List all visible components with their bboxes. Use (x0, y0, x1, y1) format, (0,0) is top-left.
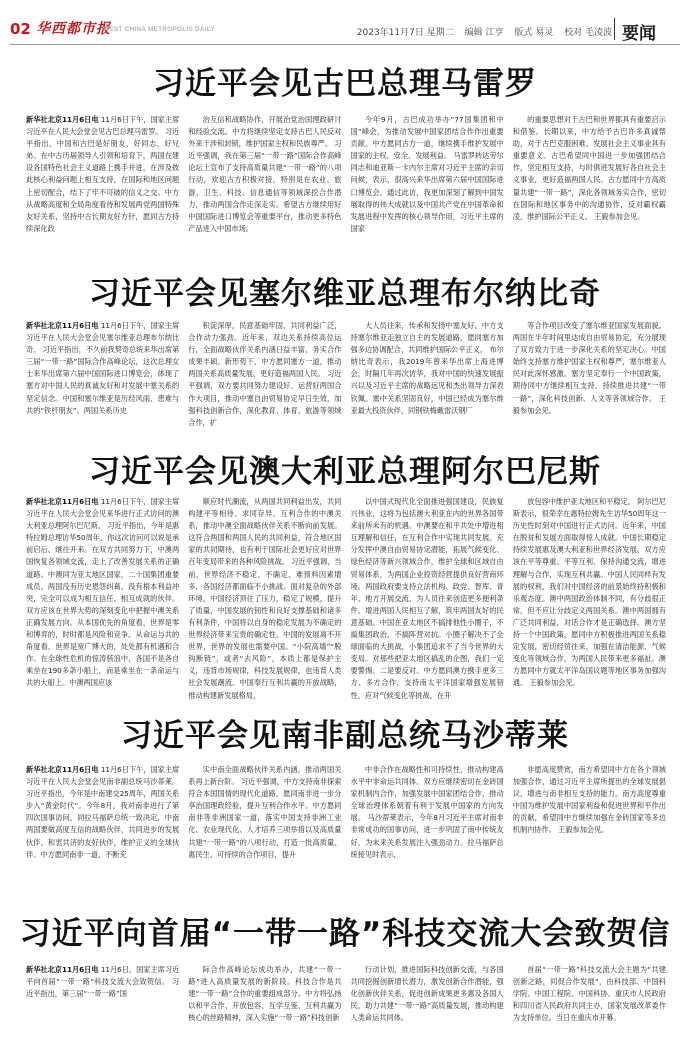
paper-name-english: WEST CHINA METROPOLIS DAILY (103, 26, 215, 33)
issue-meta (349, 25, 612, 38)
dateline: 新华社北京11月6日电 (26, 497, 99, 506)
article-column: 治互信和战略协作，开展治党治国理政研讨和经验交流。中方将继续坚定支持古巴人民反对外来干涉和封锁，维护国家主权和民族尊严。 习近平强调，我在第三届“一带一路”国际合作高峰论坛上宣布了支持高质量共建“一带一路”的八项行动，欢迎古方积极对接，特别是在农业、旅游、卫生、科技、信息通信等领域深挖合作潜力，推动两国合作走深走实。希望古方继续用好中国国际进口博览会等重要平台，推动更多特色产品进入中国市场。 (188, 115, 342, 233)
masthead-rule (10, 44, 680, 45)
article-column: 等合作项目改变了塞尔维亚国家发展面貌。两国在半年时间里达成自由贸易协定，充分展现了双方致力于进一步深化关系的坚定决心。中国始终支持塞方维护国家主权和尊严，塞尔维亚人民对此深怀感激。塞方坚定奉行一个中国政策，期待同中方继续相互支持，持续推进共建“一带一路”，深化科技创新、人文等各领域合作。 王毅参加会见。 (512, 321, 666, 415)
headline-south-africa: 习近平会见南非副总统马沙蒂莱 (121, 718, 569, 754)
article-column: 新华社北京11月6日电 11月6日下午，国家主席习近平在人民大会堂会见南非副总统马沙蒂莱。 习近平指出，今年是中南建交25周年，两国关系步入“黄金时代”。今年8月，我对南非进行了第四次国事访问，同拉马福萨总统一致决定，中南两国要做高度互信的战略伙伴，共同进步的发展伙伴，和衷共济的友好伙伴，维护正义的全球伙伴。中方愿同南非一道，不断充 (26, 765, 180, 859)
dateline: 新华社北京11月6日电 (26, 965, 99, 974)
article-column: 际合作高峰论坛成功举办，共建“一带一路”进入高质量发展的新阶段。科技合作是共建“一带一路”合作的重要组成部分。中方将弘扬以和平合作、开放包容、互学互鉴、互利共赢为核心的丝路精神，深入实施“一带一路”科技创新 (188, 965, 342, 1023)
page-number: 02 (10, 20, 31, 38)
editor-credit: 编辑 江亨 (464, 28, 504, 38)
issue-date: 2023年11月7日 星期二 (356, 28, 454, 38)
dateline: 新华社北京11月6日电 (26, 321, 99, 330)
article-column: 今年9月，古巴成功举办“77国集团和中国”峰会，为推动发展中国家团结合作作出重要贡献。中方愿同古方一道，继续携手维护发展中国家的主权、安全、发展利益。 马雷罗转达劳尔同志和迪亚斯－卡内尔主席对习近平主席的亲切问候，表示，很高兴来华出席第六届中国国际进口博览会。通过此访，我更加深刻了解到中国发展取得的伟大成就以及中国共产党在中国革命和发展进程中发挥的核心领导作用，习近平主席的国家 (350, 115, 504, 233)
headline-cuba: 习近平会见古巴总理马雷罗 (153, 66, 537, 102)
article-column: 放包容中维护亚太地区和平稳定。 阿尔巴尼斯表示，很荣幸在惠特拉姆先生访华50周年这一历史性时刻对中国进行正式访问。近年来，中国在脱贫和发展方面取得惊人成就。中国长期稳定持续发展惠及澳大利亚和世界经济发展，双方应该在平等尊重、平等互利、保持沟通交流，增进理解与合作，实现互利共赢。中国人民同样有发展的权利，我们对中国经济的前景始终持积极和乐观态度。澳中两国政治体制不同，有分歧很正常，但不应让分歧定义两国关系。澳中两国拥有广泛共同利益，对话合作才是正确选择。澳方坚持一个中国政策，愿同中方积极推进两国关系稳定发展，密切经贸往来，加强在清洁能源、气候变化等领域合作，为两国人民带来更多福祉。澳方愿同中方就太平洋岛国议题等地区事务加强沟通。 王毅参加会见。 (512, 497, 666, 688)
article-cuba (26, 114, 666, 291)
article-column: 新华社北京11月6日电 11月6日下午，国家主席习近平在人民大会堂会见来华进行正式访问的澳大利亚总理阿尔巴尼斯。 习近平指出，今年是惠特拉姆总理访华50周年，你这次访问可以说是承前启后、继往开来。在双方共同努力下，中澳两国恢复各领域交流，走上了改善发展关系的正确道路。中澳同为亚太地区国家，二十国集团重要成员，两国没有历史恩怨纠葛，没有根本利益冲突，完全可以成为相互信任、相互成就的伙伴。双方应该在世界大势的深刻变化中把握中澳关系正确发展方向。从本国优先的角度看，世界是零和博弈的，时时都是风险和竞争。从命运与共的角度看，世界是宽广博大的，处处都有机遇和合作。在全球性危机的惊涛骇浪中，各国不是各自乘坐在190多条小船上，而是乘坐在一条命运与共的大船上。中澳两国应该 (26, 497, 180, 688)
article-column: 首届“一带一路”科技交流大会主题为“共建创新之路，同促合作发展”，由科技部、中国科学院、中国工程院、中国科协、重庆市人民政府和四川省人民政府共同主办，国家发展改革委作为支持单位，当日在重庆市开幕。 (512, 965, 666, 1023)
article-serbia (26, 320, 666, 444)
dateline: 新华社北京11月6日电 (26, 115, 99, 124)
designer-credit: 版式 易灵 (514, 28, 554, 38)
article-column: 非愿高度赞赏，南方希望同中方在各个领域加强合作，通过习近平主席所提出的全球发展倡议，增进与南非相互支持的能力。南方高度尊重中国为维护发展中国家利益和促进世界和平作出的贡献，希望同中方继续加强在金砖国家等多边机制内协作。 王毅参加会见。 (512, 765, 666, 835)
article-column: 积淀深厚，民意基础牢固，共同利益广泛，合作动力强劲。近年来，双边关系持续高位运行，全面战略伙伴关系内涵日益丰富，务实合作成果丰硕。新形势下，中方愿同塞方一道，推动两国关系高质量发展，更好造福两国人民。 习近平强调，双方要共同努力建设好、运营好两国合作大项目，推动中塞自由贸易协定早日生效，加强科技创新合作，深化教育、体育、旅游等领域合作，扩 (188, 321, 342, 427)
article-column: 新华社北京11月6日电 11月6日下午，国家主席习近平在人民大会堂会见古巴总理马雷罗。 习近平指出，中国和古巴是好朋友、好同志、好兄弟。在中古历届领导人引领和培育下，两国在建设各国特色社会主义道路上携手并进，在涉及彼此核心利益问题上相互支持，在国际和地区问题上密切配合，结下了牢不可破的信义之交。中方从战略高度和全局角度看待和发展两党两国特殊友好关系，坚持中古长期友好方针，愿同古方持续深化政 (26, 115, 180, 233)
headline-science-conference: 习近平向首届“一带一路”科技交流大会致贺信 (19, 916, 671, 952)
masthead-divider (614, 18, 615, 40)
article-column: 实中南全面战略伙伴关系内涵，推动两国关系再上新台阶。 习近平强调，中方支持南非探索符合本国国情的现代化道路，愿同南非进一步分享治国理政经验，提升互利合作水平。中方愿同南非等非洲国家一道，落实中国支持非洲工业化、农业现代化、人才培养三项举措以及高质量共建“一带一路”的八项行动，打造一批高质量、惠民生、可持续的合作项目，提升 (188, 765, 342, 859)
article-science-conference (26, 964, 666, 1046)
proofreader-credit: 校对 毛凌波 (564, 28, 612, 38)
section-label: 要闻 (622, 24, 656, 44)
article-column: 的重要思想对于古巴和世界都具有重要启示和借鉴。长期以来，中方给予古巴许多真诚帮助，对于古巴克服困难、发展社会主义事业具有重要意义。古巴希望同中国进一步加强团结合作，坚定相互支持，与时俱进发展好各自社会主义事业，更好造福两国人民。古方愿同中方高质量共建“一带一路”，深化各领域务实合作，密切在国际和地区事务中的沟通协作，反对霸权霸凌，维护国际公平正义。 王毅参加会见。 (512, 115, 666, 221)
article-column: 行动计划，推进国际科技创新交流，与各国共同挖掘创新增长潜力，激发创新合作潜能，强化创新伙伴关系，促进创新成果更多惠及各国人民，助力共建“一带一路”高质量发展，推动构建人类命运共同体。 (350, 965, 504, 1023)
paper-logo: 华西都市报 (36, 21, 111, 37)
article-column: 顺应时代潮流，从两国共同利益出发，共同构建平等相待、求同存异、互利合作的中澳关系，推动中澳全面战略伙伴关系不断向前发展。这符合两国和两国人民的共同利益，符合地区国家的共同期待，也有利于国际社会更好应对世界百年变局带来的各种风险挑战。 习近平强调，当前，世界经济不稳定、不确定、难预料因素增多，各国经济都面临不小挑战。面对复杂的外部环境，中国经济顶住了压力，稳定了规模，提升了质量，中国发展的韧性和良好支撑基础和诸多有利条件，中国将以自身的稳定发展为不确定的世界经济带来宝贵的确定性。中国的发展离不开世界，世界的发展也需要中国。“小院高墙”“脱钩断链”，或者“去风险”，本质上都是保护主义，违背市场规律，科技发展规律，也违背人类社会发展潮流。中国奉行互利共赢的开放战略，推动构建新发展格局， (188, 497, 342, 700)
headline-serbia: 习近平会见塞尔维亚总理布尔纳比奇 (89, 276, 601, 312)
article-south-africa (26, 764, 666, 904)
masthead (0, 0, 690, 44)
article-column: 大人员往来，传承和发扬中塞友好。中方支持塞尔维亚走独立自主的发展道路，愿同塞方加强多边协调配合，共同维护国际公平正义。 布尔纳比奇表示，我2019年曾来华出席上海进博会，时隔几年再次访华，我对中国的快速发展振兴以及习近平主席的战略远见和杰出领导力深表钦佩。塞中关系坚固良好，中国已经成为塞尔维亚最大投资伙伴，同钢铁梅戴雷沃钢厂 (350, 321, 504, 415)
dateline: 新华社北京11月6日电 (26, 765, 99, 774)
article-column: 中非合作在战略性和可持续性，推动构建高水平中非命运共同体。双方应继续密切在金砖国家机制内合作，加强发展中国家团结合作，推动全球治理体系朝着有利于发展中国家的方向发展。 马沙蒂莱表示，今年8月习近平主席对南非非常成功的国事访问，进一步巩固了南中传统友好，为未来关系发展注入强劲动力。拉马福萨总统接见时表示， (350, 765, 504, 859)
article-column: 新华社北京11月6日电 11月6日下午，国家主席习近平在人民大会堂会见塞尔维亚总理布尔纳比奇。 习近平指出，不久前我契奇总统来华出席第三届“一带一路”国际合作高峰论坛，这次总理女士来华出席第六届中国国际进口博览会，体现了塞方对中国人民的真诚友好和对发展中塞关系的坚定信念。中国和塞尔维亚是历经风雨、患难与共的“铁杆朋友”。两国关系历史 (26, 321, 180, 415)
article-column: 以中国式现代化全面推进强国建设，民族复兴伟业，这将为包括澳大利亚在内的世界各国带来前所未有的机遇。中澳要在和平共处中增进相互理解和信任，在互利合作中实现共同发展。充分发挥中澳自由贸易协定潜能，拓展气候变化、绿色经济等新兴领域合作，维护全球和区域自由贸易体系，为两国企业投资经营提供良好营商环境。两国政府要支持立法机构、政党、智库、青年、地方开展交流，为人员往来创造更多便利条件，增进两国人民相互了解，筑牢两国友好的民意基础。中国在亚太地区不搞排他性小圈子，不搞集团政治，不搞阵营对抗。小圈子解决不了全球面临的大挑战，小集团追求不了当今世界的大变局。对那些把亚太地区搞乱的企图，我们一定要警惕。二是要反对。中方愿同澳方携手更多三方、多方合作，支持南太平洋国家增强发展韧性，应对气候变化等挑战，在开 (350, 497, 504, 700)
headline-australia: 习近平会见澳大利亚总理阿尔巴尼斯 (89, 454, 601, 490)
article-column: 新华社北京11月6日电 11月6日，国家主席习近平向首届“一带一路”科技交流大会致贺信。 习近平指出，第三届“一带一路”国 (26, 965, 180, 999)
